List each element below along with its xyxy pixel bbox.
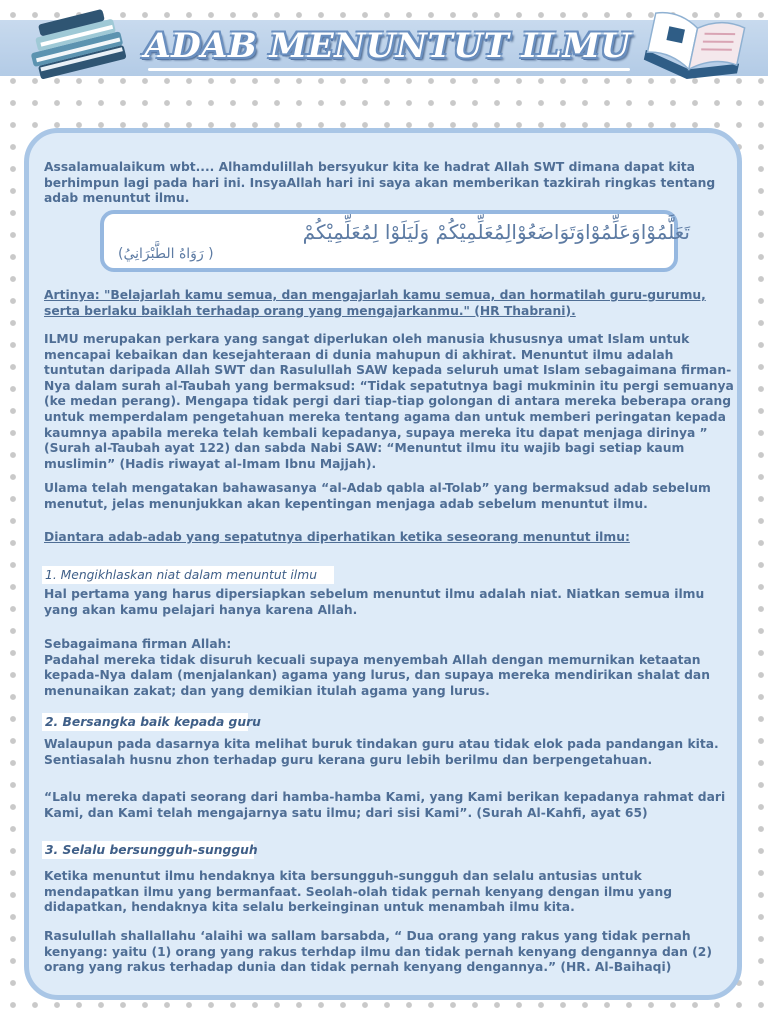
section-1-heading: 1. Mengikhlaskan niat dalam menuntut ilmu (42, 566, 334, 584)
intro-paragraph: Assalamualaikum wbt.... Alhamdulillah bersyukur kita ke hadrat Allah SWT dimana dapat kita berhimpun lagi pada hari ini. InsyaAllah hari ini saya akan memberikan tazkirah ringkas tentang adab menuntut ilmu. (44, 160, 716, 206)
title-underline (148, 68, 630, 71)
section-3-hadith: Rasulullah shallallahu ‘alaihi wa sallam barsabda, “ Dua orang yang rakus yang tidak pernah kenyang: yaitu (1) orang yang rakus terhdap ilmu dan tidak pernah kenyang dengannya dan (2) orang yang rakus terhadap dunia dan tidak pernah kenyang dengannya.” (HR. Al-Baihaqi) (44, 929, 712, 975)
hadith-arabic: تَعَلَّمُوْاوَعَلِّمُوْاوَتَوَاضَعُوْالِمُعَلِّمِيْكُمْ وَلَيَلَوْا لِمُعَلِّمِيْكُمْ (302, 220, 690, 244)
adab-intro-line: Diantara adab-adab yang sepatutnya diperhatikan ketika seseorang menuntut ilmu: (44, 530, 630, 544)
stacked-books-icon (22, 4, 132, 86)
section-2-heading: 2. Bersangka baik kepada guru (42, 713, 248, 731)
section-1-quote-body: Padahal mereka tidak disuruh kecuali supaya menyembah Allah dengan memurnikan ketaatan kepada-Nya dalam (menjalankan) agama yang lurus, dan supaya mereka mendirikan shalat dan menunaikan zakat; dan yang demikian itulah agama yang lurus. (44, 652, 710, 698)
ulama-paragraph: Ulama telah mengatakan bahawasanya “al-Adab qabla al-Tolab” yang bermaksud adab sebelum menutut, jelas menunjukkan akan kepentingan menjaga adab sebelum menuntut ilmu. (44, 481, 711, 511)
section-2-paragraph: Walaupun pada dasarnya kita melihat buruk tindakan guru atau tidak elok pada pandangan kita. Sentiasalah husnu zhon terhadap guru kerana guru lebih berilmu dan berpengetahuan. (44, 737, 719, 767)
section-3-heading: 3. Selalu bersungguh-sungguh (42, 841, 254, 859)
section-1-quote (44, 637, 734, 699)
section-2-quote: “Lalu mereka dapati seorang dari hamba-hamba Kami, yang Kami berikan kepadanya rahmat dari Kami, dan Kami telah mengajarnya satu ilmu; dari sisi Kami”. (Surah Al-Kahfi, ayat 65) (44, 790, 726, 820)
page-title: ADAB MENUNTUT ILMU (144, 26, 631, 66)
section-3-paragraph: Ketika menuntut ilmu hendaknya kita bersungguh-sungguh dan selalu antusias untuk mendapatkan ilmu yang bermanfaat. Seolah-olah tidak pernah kenyang dengan ilmu yang didapatkan, hendaknya kita selalu berkeinginan untuk menambah ilmu kita. (44, 869, 673, 915)
section-1-paragraph: Hal pertama yang harus dipersiapkan sebelum menuntut ilmu adalah niat. Niatkan semua ilmu yang akan kamu pelajari hanya karena Allah. (44, 587, 705, 617)
open-book-icon (642, 8, 748, 82)
section-1-quote-intro: Sebagaimana firman Allah: (44, 637, 232, 651)
artinya-paragraph: Artinya: "Belajarlah kamu semua, dan mengajarlah kamu semua, dan hormatilah guru-gurumu, serta berlaku baiklah terhadap orang yang mengajarkanmu." (HR Thabrani). (44, 288, 706, 318)
hadith-source: ( رَوَاهُ الطَّبْرَانِيُ) (118, 246, 214, 262)
ilmu-paragraph: ILMU merupakan perkara yang sangat diperlukan oleh manusia khususnya umat Islam untuk mencapai kebaikan dan kesejahteraan di dunia mahupun di akhirat. Menuntut ilmu adalah tuntutan daripada Allah SWT dan Rasulullah SAW kepada seluruh umat Islam sebagaimana firman-Nya dalam surah al-Taubah yang bermaksud: “Tidak sepatutnya bagi mukminin itu pergi semuanya (ke medan perang). Mengapa tidak pergi dari tiap-tiap golongan di antara mereka beberapa orang untuk memperdalam pengetahuan mereka tentang agama dan untuk memberi peringatan kepada kaumnya apabila mereka telah kembali kepadanya, supaya mereka itu dapat menjaga dirinya ” (Surah al-Taubah ayat 122) dan sabda Nabi SAW: “Menuntut ilmu itu wajib bagi setiap kaum muslimin” (Hadis riwayat al-Imam Ibnu Majjah). (44, 332, 734, 471)
